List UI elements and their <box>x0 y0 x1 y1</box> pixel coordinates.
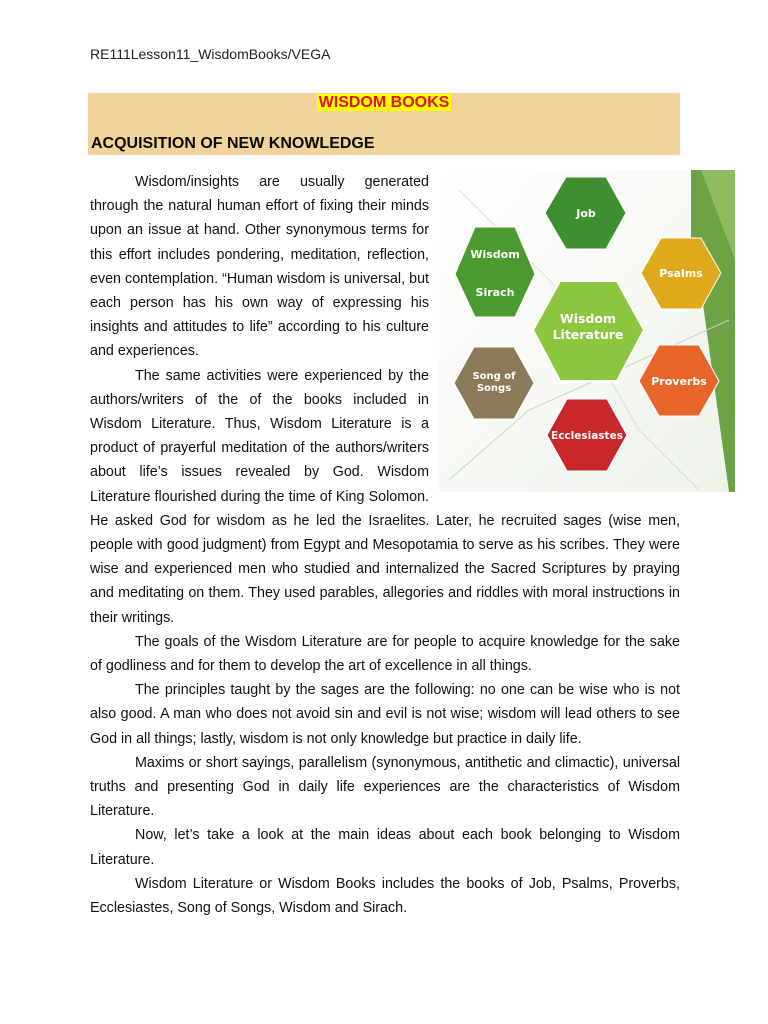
node-label-job: Job <box>576 207 596 220</box>
node-label-wisdom: Wisdom <box>470 248 520 261</box>
diagram-svg <box>439 170 735 492</box>
paragraph-6: Now, let’s take a look at the main ideas about each book belonging to Wisdom Literature. <box>90 827 680 868</box>
page-title-text: WISDOM BOOKS <box>318 94 450 111</box>
paragraph-4: The principles taught by the sages are the following: no one can be wise who is not also good. A man who does not avoid sin and evil is not wise; wisdom will lead others to see God in all things; lastly, wisdom is not only knowledge but practice in daily life. <box>90 682 680 747</box>
center-label-line2: Literature <box>552 327 624 342</box>
paragraph-2: The same activities were experienced by the authors/writers of the of the books included in Wisdom Literature. Thus, Wisdom Literature is a product of prayerful meditation of the authors/writers about life’s issues revealed by God. Wisdom Literature flourished during the time of King Solomon. He asked God for wisdom as he led the Israelites. Later, he recruited sages (wise men, people with good judgment) from Egypt and Mesopotamia to serve as his scribes. They were wise and experienced men who studied and internalized the Sacred Scriptures by praying and meditating on them. They used parables, allegories and riddles with moral instructions in their writings. <box>90 367 680 626</box>
center-label-line1: Wisdom <box>559 311 617 326</box>
section-heading: ACQUISITION OF NEW KNOWLEDGE <box>91 135 375 152</box>
node-label-song-line2: Songs <box>476 383 512 394</box>
body-text <box>90 170 707 920</box>
paragraph-3: The goals of the Wisdom Literature are for people to acquire knowledge for the sake of godliness and for them to develop the art of excellence in all things. <box>90 633 680 675</box>
running-head: RE111Lesson11_WisdomBooks/VEGA <box>90 46 331 62</box>
paragraph-7: Wisdom Literature or Wisdom Books includes the books of Job, Psalms, Proverbs, Ecclesiastes, Song of Songs, Wisdom and Sirach. <box>90 875 680 917</box>
title-banner <box>88 93 680 155</box>
node-label-sirach: Sirach <box>475 286 515 299</box>
node-label-proverbs: Proverbs <box>651 375 707 388</box>
node-label-song-line1: Song of <box>472 371 516 382</box>
node-label-psalms: Psalms <box>659 267 703 280</box>
paragraph-5: Maxims or short sayings, parallelism (synonymous, antithetic and climactic), universal truths and presenting God in daily life experiences are the characteristics of Wisdom Literature. <box>90 754 680 820</box>
page-title <box>88 93 680 113</box>
wisdom-literature-diagram <box>439 170 735 492</box>
paragraph-1: Wisdom/insights are usually generated through the natural human effort of fixing their minds upon an issue at hand. Other synonymous terms for this effort includes pondering, meditation, reflection, even contemplation. “Human wisdom is universal, but each person has his own way of expressing his insights and attitudes to life” according to his culture and experiences. <box>90 174 429 360</box>
node-label-ecclesiastes: Ecclesiastes <box>551 430 623 442</box>
